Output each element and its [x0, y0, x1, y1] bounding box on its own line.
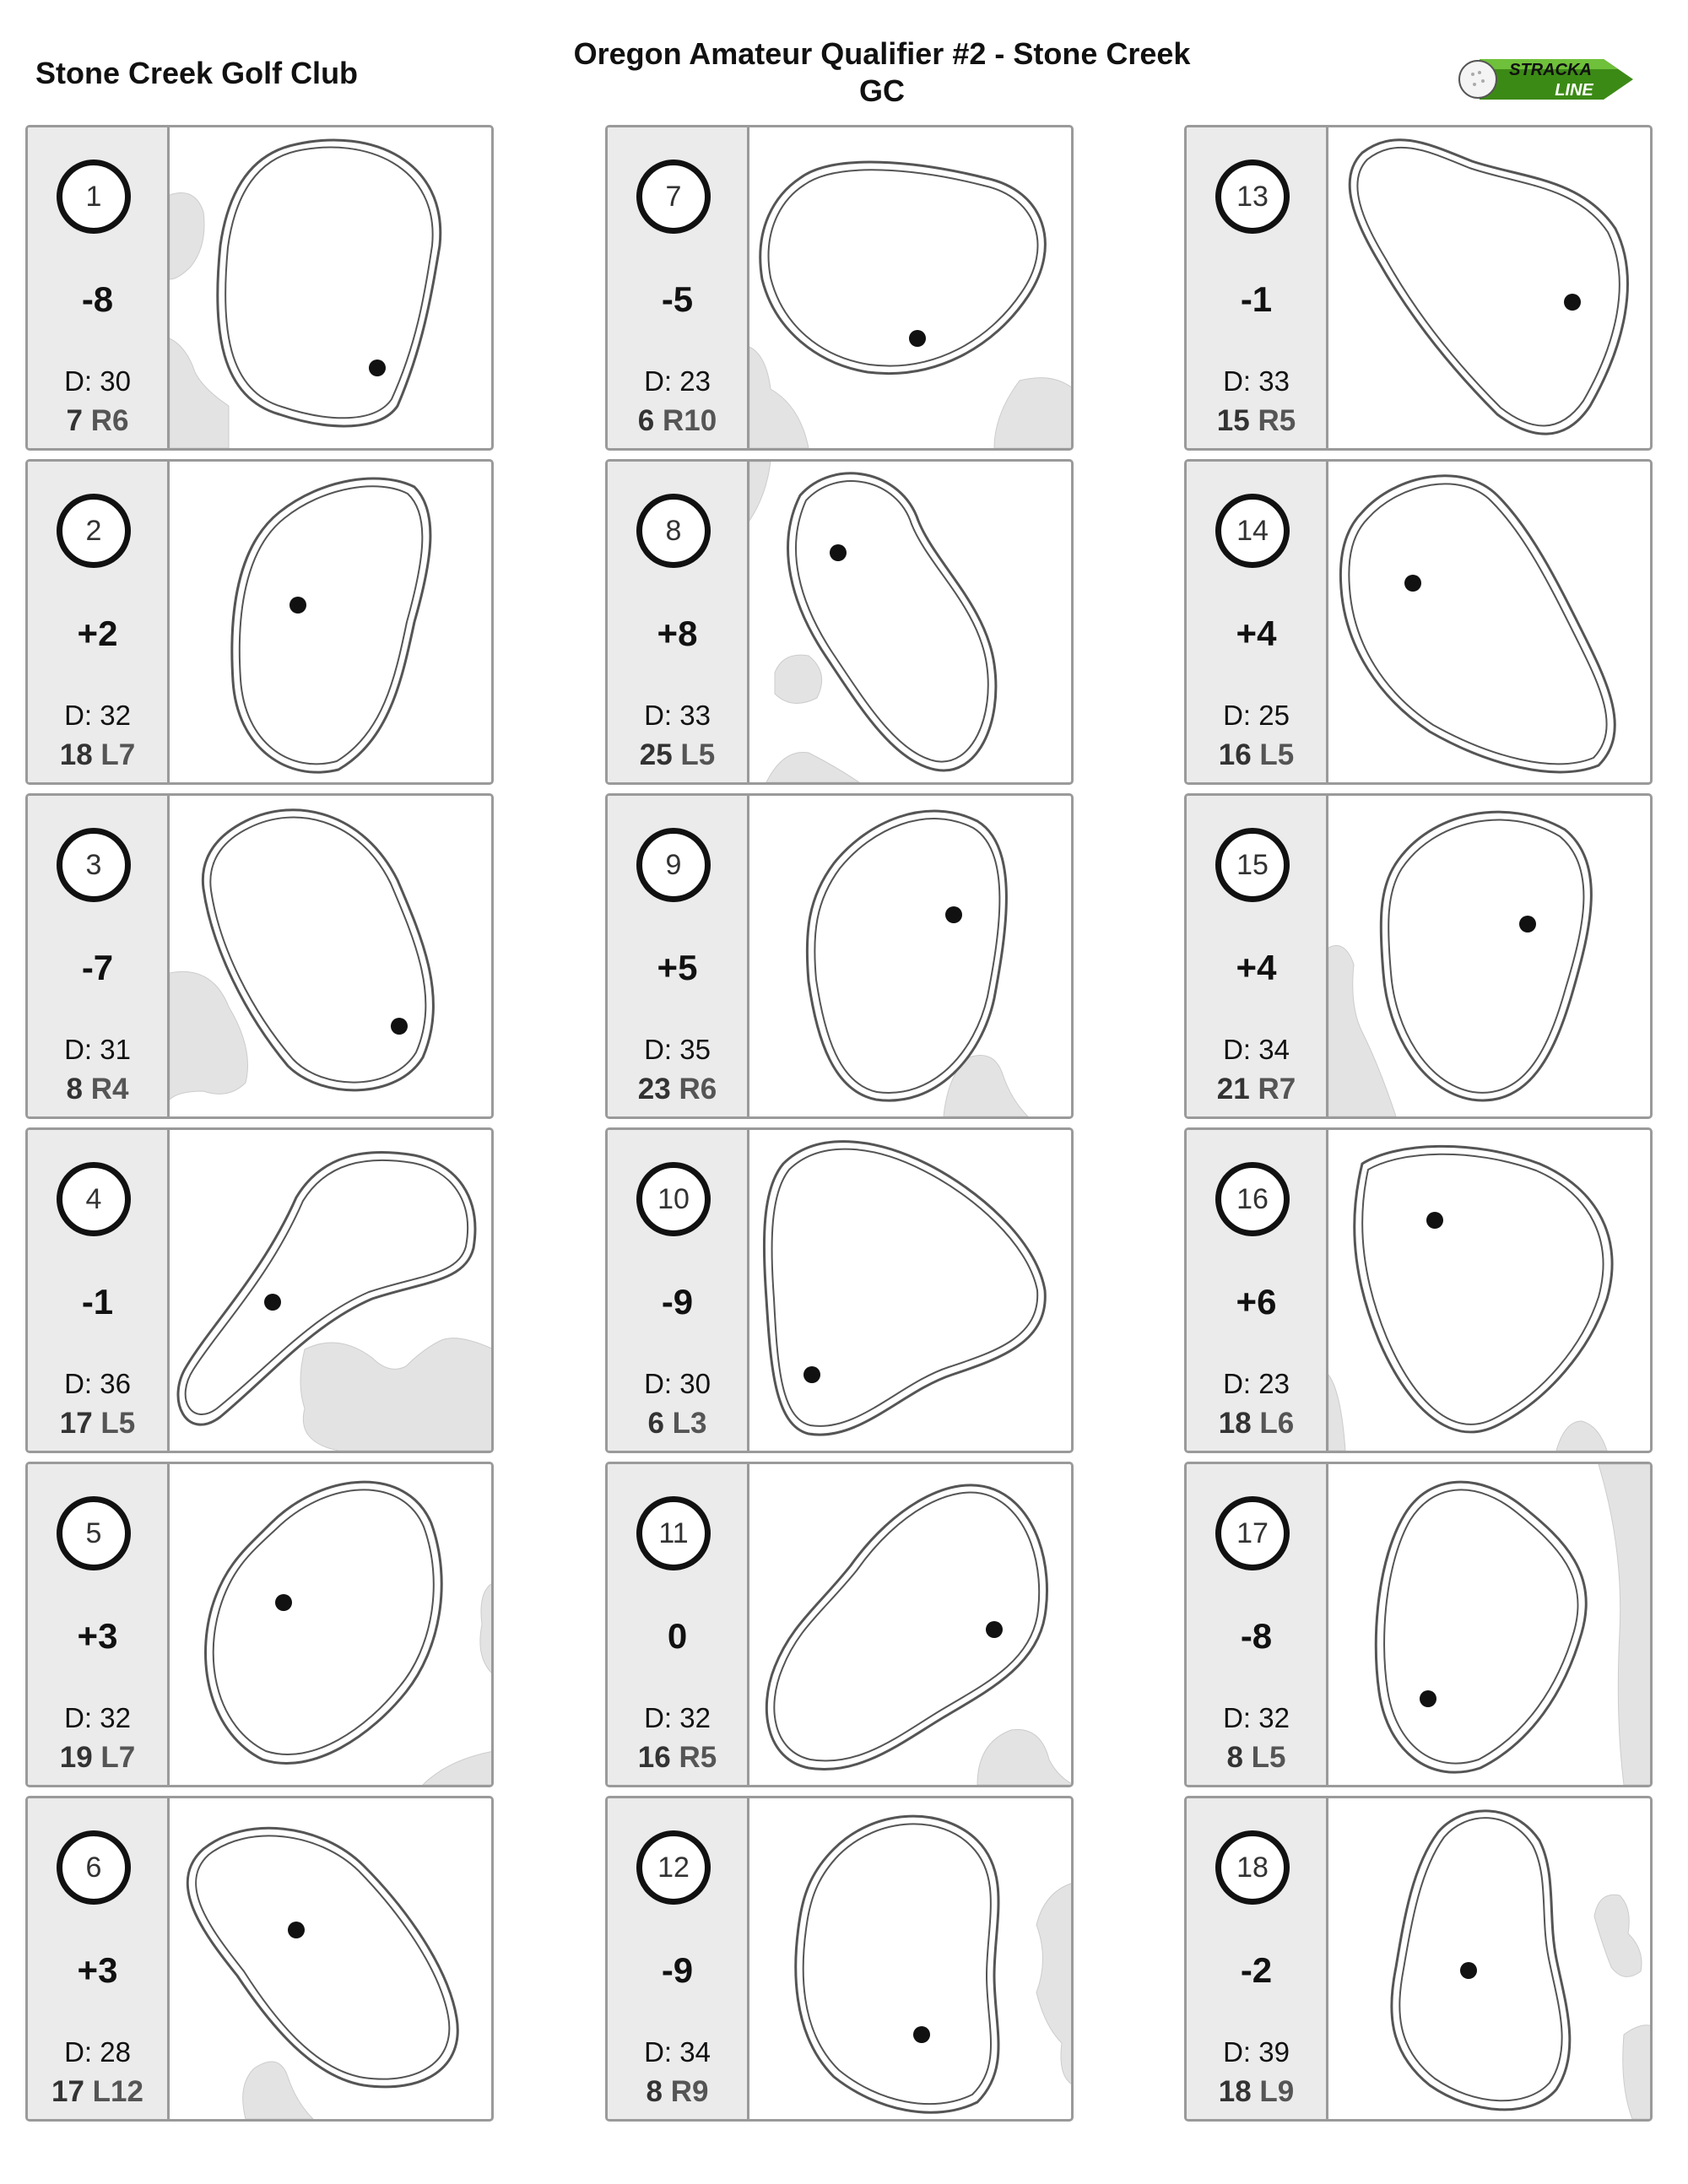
- hazard-area: [480, 1582, 494, 1675]
- hazard-area: [243, 2062, 313, 2119]
- hole-info-panel: [1187, 1464, 1328, 1785]
- hole-info-panel: [1187, 796, 1328, 1116]
- pin-marker: [1420, 1690, 1436, 1707]
- pin-side: L5: [1251, 1741, 1286, 1774]
- hole-info-panel: [1187, 1130, 1328, 1451]
- event-title-line1: Oregon Amateur Qualifier #2 - Stone Creek: [573, 36, 1191, 71]
- pin-side: L6: [1259, 1407, 1295, 1440]
- green-diagram: [749, 127, 1074, 448]
- hole-score: -8: [81, 279, 114, 319]
- pin-side: R7: [1258, 1073, 1296, 1106]
- hole-score: -5: [661, 279, 694, 319]
- hole-info-panel: [608, 796, 749, 1116]
- pin-yards: 7: [66, 404, 83, 437]
- hole-card-13: [1184, 125, 1653, 451]
- hole-card-10: [605, 1127, 1074, 1453]
- green-depth: D: 33: [644, 700, 711, 731]
- green-diagram: [170, 1130, 494, 1451]
- hazard-area: [994, 378, 1074, 448]
- pin-marker: [391, 1018, 408, 1035]
- green-diagram: [170, 127, 494, 448]
- logo-text-top: STRACKA: [1509, 61, 1592, 79]
- pin-side: R9: [670, 2075, 709, 2108]
- pin-marker: [288, 1922, 305, 1938]
- pin-side: L12: [92, 2075, 143, 2108]
- green-outline: [764, 1142, 1045, 1435]
- hazard-area: [775, 655, 822, 703]
- hole-info-panel: [608, 462, 749, 782]
- pin-yards: 25: [639, 738, 673, 771]
- green-diagram: [170, 1798, 494, 2119]
- pin-location: [28, 2075, 167, 2109]
- green-diagram: [1328, 796, 1653, 1116]
- hole-number-badge: 15: [1215, 828, 1290, 902]
- pin-yards: 17: [51, 2075, 84, 2108]
- pin-marker: [1460, 1962, 1477, 1979]
- pin-location: [28, 404, 167, 438]
- hazard-area: [749, 462, 771, 521]
- hazard-area: [749, 347, 809, 448]
- hole-number-badge: 12: [636, 1830, 711, 1905]
- hazard-area: [170, 971, 248, 1100]
- green-diagram: [749, 796, 1074, 1116]
- hole-number-badge: 13: [1215, 159, 1290, 234]
- pin-yards: 17: [59, 1407, 93, 1440]
- hole-score: 0: [667, 1616, 688, 1656]
- pin-marker: [289, 597, 306, 614]
- green-outline: [766, 1485, 1047, 1770]
- green-depth: D: 32: [644, 1702, 711, 1733]
- pin-side: L7: [100, 1741, 136, 1774]
- green-diagram: [170, 1464, 494, 1785]
- hole-number-badge: 6: [57, 1830, 131, 1905]
- green-depth: D: 34: [1223, 1034, 1290, 1065]
- hole-info-panel: [1187, 127, 1328, 448]
- green-outline: [1355, 1146, 1612, 1432]
- pin-yards: 16: [1218, 738, 1252, 771]
- hole-card-2: [25, 459, 494, 785]
- pin-location: [608, 1741, 747, 1775]
- hole-card-3: [25, 793, 494, 1119]
- pin-side: L5: [680, 738, 716, 771]
- pin-location: [1187, 404, 1326, 438]
- hole-card-14: [1184, 459, 1653, 785]
- hole-number-badge: 14: [1215, 494, 1290, 568]
- pin-side: R6: [679, 1073, 717, 1106]
- pin-location: [608, 1407, 747, 1441]
- hole-number-badge: 4: [57, 1162, 131, 1236]
- green-outline: [1340, 476, 1615, 772]
- green-depth: D: 39: [1223, 2036, 1290, 2068]
- hole-info-panel: [1187, 1798, 1328, 2119]
- hole-number-badge: 8: [636, 494, 711, 568]
- green-diagram: [1328, 1798, 1653, 2119]
- pin-location: [608, 1073, 747, 1106]
- pin-marker: [909, 330, 926, 347]
- green-diagram: [749, 1130, 1074, 1451]
- pin-location: [1187, 2075, 1326, 2109]
- hole-card-6: [25, 1796, 494, 2122]
- pin-location: [1187, 1073, 1326, 1106]
- hole-card-8: [605, 459, 1074, 785]
- hole-score: -9: [661, 1950, 694, 1990]
- pin-side: R6: [90, 404, 129, 437]
- hole-score: -9: [661, 1282, 694, 1322]
- hole-info-panel: [608, 1798, 749, 2119]
- hole-card-15: [1184, 793, 1653, 1119]
- pin-marker: [264, 1294, 281, 1311]
- pin-marker: [1519, 916, 1536, 933]
- hazard-area: [300, 1338, 494, 1451]
- green-diagram: [170, 796, 494, 1116]
- green-diagram: [1328, 462, 1653, 782]
- pin-yards: 18: [59, 738, 93, 771]
- hole-card-7: [605, 125, 1074, 451]
- pin-side: R4: [90, 1073, 129, 1106]
- green-diagram: [749, 1464, 1074, 1785]
- hole-number-badge: 7: [636, 159, 711, 234]
- logo-text-bottom: LINE: [1555, 81, 1593, 100]
- green-depth: D: 34: [644, 2036, 711, 2068]
- hole-number-badge: 18: [1215, 1830, 1290, 1905]
- pin-location: [608, 738, 747, 772]
- pin-side: L9: [1259, 2075, 1295, 2108]
- hole-score: +5: [657, 948, 698, 987]
- pin-location: [28, 738, 167, 772]
- green-diagram: [749, 1798, 1074, 2119]
- green-outline: [1350, 140, 1627, 434]
- green-outline: [218, 140, 441, 426]
- hole-card-12: [605, 1796, 1074, 2122]
- pin-marker: [913, 2026, 930, 2043]
- hole-score: +2: [77, 614, 118, 653]
- hole-card-11: [605, 1462, 1074, 1787]
- pin-side: L5: [100, 1407, 136, 1440]
- hole-number-badge: 3: [57, 828, 131, 902]
- hole-number-badge: 17: [1215, 1496, 1290, 1570]
- hole-info-panel: [28, 1130, 170, 1451]
- pin-marker: [369, 359, 386, 376]
- event-title: [544, 35, 1220, 110]
- pin-location: [1187, 1407, 1326, 1441]
- green-depth: D: 32: [1223, 1702, 1290, 1733]
- hole-score: +4: [1236, 948, 1277, 987]
- green-diagram: [749, 462, 1074, 782]
- green-diagram: [1328, 1130, 1653, 1451]
- pin-yards: 8: [66, 1073, 83, 1106]
- hole-number-badge: 2: [57, 494, 131, 568]
- pin-yards: 23: [637, 1073, 671, 1106]
- hole-score: +3: [77, 1616, 118, 1656]
- hole-score: -1: [81, 1282, 114, 1322]
- hole-info-panel: [28, 127, 170, 448]
- pin-yards: 19: [59, 1741, 93, 1774]
- hole-info-panel: [28, 462, 170, 782]
- green-depth: D: 35: [644, 1034, 711, 1065]
- green-outline: [187, 1828, 457, 2087]
- pin-side: L7: [100, 738, 136, 771]
- hole-number-badge: 5: [57, 1496, 131, 1570]
- hole-card-4: [25, 1127, 494, 1453]
- green-depth: D: 30: [644, 1368, 711, 1399]
- pin-location: [28, 1407, 167, 1441]
- pin-location: [608, 404, 747, 438]
- hazard-area: [170, 193, 204, 280]
- pin-yards: 16: [637, 1741, 671, 1774]
- green-outline: [232, 478, 430, 772]
- hole-card-5: [25, 1462, 494, 1787]
- hazard-area: [1599, 1464, 1653, 1785]
- pin-marker: [1426, 1212, 1443, 1229]
- hazard-area: [1594, 1895, 1642, 1976]
- hole-info-panel: [1187, 462, 1328, 782]
- hazard-area: [766, 752, 859, 782]
- pin-location: [1187, 738, 1326, 772]
- hole-info-panel: [608, 1130, 749, 1451]
- pin-yards: 8: [1226, 1741, 1243, 1774]
- pin-side: L5: [1259, 738, 1295, 771]
- hole-info-panel: [608, 127, 749, 448]
- green-depth: D: 23: [1223, 1368, 1290, 1399]
- hole-number-badge: 11: [636, 1496, 711, 1570]
- hazard-area: [423, 1751, 494, 1785]
- hazard-area: [1036, 1883, 1074, 2085]
- hole-score: -1: [1240, 279, 1273, 319]
- event-title-line2: GC: [859, 73, 905, 108]
- hazard-area: [1556, 1421, 1607, 1451]
- hole-info-panel: [28, 1798, 170, 2119]
- green-depth: D: 30: [64, 365, 131, 397]
- pin-marker: [986, 1621, 1003, 1638]
- pin-marker: [830, 544, 847, 561]
- green-depth: D: 33: [1223, 365, 1290, 397]
- hole-score: +3: [77, 1950, 118, 1990]
- pin-marker: [275, 1594, 292, 1611]
- stracka-line-logo: [1456, 49, 1642, 110]
- green-outline: [796, 1816, 998, 2112]
- hazard-area: [1328, 1375, 1345, 1451]
- green-outline: [1392, 1811, 1570, 2110]
- hole-score: +8: [657, 614, 698, 653]
- green-outline: [788, 473, 996, 770]
- hole-score: -2: [1240, 1950, 1273, 1990]
- pin-marker: [803, 1366, 820, 1383]
- hole-info-panel: [28, 1464, 170, 1785]
- golf-ball-icon: [1459, 61, 1496, 98]
- pin-side: R5: [1258, 404, 1296, 437]
- pin-yards: 18: [1218, 2075, 1252, 2108]
- hole-info-panel: [608, 1464, 749, 1785]
- pin-marker: [1404, 575, 1421, 592]
- green-outline: [206, 1482, 442, 1763]
- pin-side: L3: [672, 1407, 707, 1440]
- pin-location: [28, 1073, 167, 1106]
- green-outline: [760, 162, 1046, 373]
- pin-yards: 6: [647, 1407, 664, 1440]
- hole-card-9: [605, 793, 1074, 1119]
- club-name: Stone Creek Golf Club: [35, 56, 359, 90]
- green-depth: D: 32: [64, 1702, 131, 1733]
- green-depth: D: 23: [644, 365, 711, 397]
- hazard-area: [170, 338, 229, 448]
- green-diagram: [1328, 127, 1653, 448]
- pin-location: [608, 2075, 747, 2109]
- pin-yards: 18: [1218, 1407, 1252, 1440]
- hole-number-badge: 10: [636, 1162, 711, 1236]
- hole-score: +4: [1236, 614, 1277, 653]
- hole-info-panel: [28, 796, 170, 1116]
- green-diagram: [1328, 1464, 1653, 1785]
- green-depth: D: 25: [1223, 700, 1290, 731]
- green-depth: D: 36: [64, 1368, 131, 1399]
- hole-card-1: [25, 125, 494, 451]
- hole-number-badge: 16: [1215, 1162, 1290, 1236]
- hole-score: -7: [81, 948, 114, 987]
- pin-yards: 15: [1216, 404, 1250, 437]
- pin-side: R10: [662, 404, 717, 437]
- green-diagram: [170, 462, 494, 782]
- hazard-area: [1623, 2025, 1653, 2119]
- hole-card-18: [1184, 1796, 1653, 2122]
- green-depth: D: 32: [64, 700, 131, 731]
- hole-card-16: [1184, 1127, 1653, 1453]
- hole-number-badge: 9: [636, 828, 711, 902]
- green-depth: D: 31: [64, 1034, 131, 1065]
- hole-score: -8: [1240, 1616, 1273, 1656]
- pin-yards: 21: [1216, 1073, 1250, 1106]
- pin-yards: 6: [637, 404, 655, 437]
- pin-marker: [945, 906, 962, 923]
- pin-marker: [1564, 294, 1581, 311]
- pin-side: R5: [679, 1741, 717, 1774]
- pin-location: [28, 1741, 167, 1775]
- hole-number-badge: 1: [57, 159, 131, 234]
- hole-card-17: [1184, 1462, 1653, 1787]
- pin-location: [1187, 1741, 1326, 1775]
- hazard-area: [977, 1729, 1074, 1785]
- pin-yards: 8: [646, 2075, 663, 2108]
- green-depth: D: 28: [64, 2036, 131, 2068]
- hole-score: +6: [1236, 1282, 1277, 1322]
